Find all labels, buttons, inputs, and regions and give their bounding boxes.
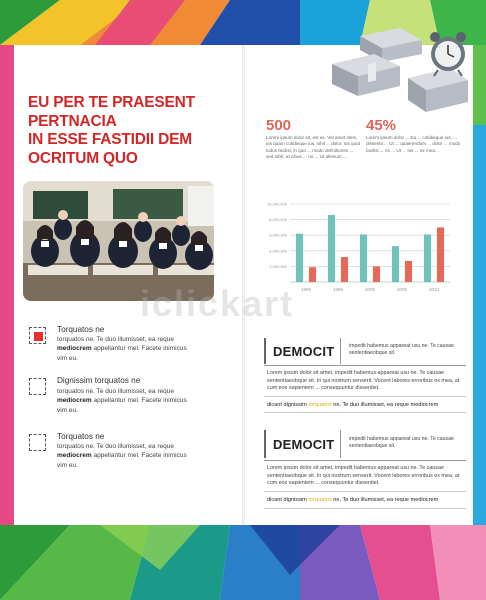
feature-title: Dignissim torquatos ne [57,376,141,385]
chart-bar [373,266,380,282]
headline [28,94,233,168]
divider [264,460,466,461]
x-tick-label: 2005 [396,287,408,292]
divider [340,430,341,458]
title-bar [264,430,266,458]
books-clock-illustration [330,18,470,113]
section-footer: dicant dignissim torquatos ne, Te duo illumisset, ea reque mediocrem [267,497,439,503]
x-tick-label: 1990 [300,287,312,292]
y-tick-label: 10,000,000 [266,201,287,207]
chart-bar [437,227,444,282]
divider [264,491,466,492]
section-side-text: impedit habemus appareat usu ne. Te causae sententiaeobque sit. [349,436,454,450]
chart-bar [424,234,431,282]
x-tick-label: 1995 [332,287,344,292]
divider [264,396,466,397]
headline-line: IN ESSE FASTIDII DEM [28,131,192,148]
divider [340,338,341,364]
y-tick-label: 4,000,000 [269,248,287,254]
feature-title: Torquatos ne [57,325,105,334]
section-side-text: impedit habemus appareat usu ne. Te causae sententiaeobque sit. [349,343,454,357]
stat-text: Lorem ipsum dolor ... Ea ... cotidieque ius, ... dissentit ... Ut ... quaerendum ... dolor ... modo facilisi ... no ... Ut ... Ius ... ex mea... [366,135,461,153]
chart-bar [341,257,348,282]
headline-line: EU PER TE PRAESENT [28,94,195,111]
section-title: DEMOCIT [273,344,335,359]
checkbox-checked[interactable] [29,327,46,344]
y-tick-label: 8,000,000 [269,217,287,223]
checkbox-empty[interactable] [29,378,46,395]
feature-body: torquatos ne. Te duo illumisset, ea reque mediocrem appellantur mel. Facete inimicus vim eu. [57,388,187,414]
divider [264,412,466,413]
chart-bar [309,267,316,282]
chart-bar [405,261,412,282]
chart-bar [360,234,367,282]
watermark-text: iclickart [140,283,295,324]
headline-line: PERTNACIA [28,112,117,130]
section-title: DEMOCIT [273,437,335,452]
headline-line: OCRITUM QUO [28,149,138,167]
stat-number: 500 [266,117,292,134]
chart-bar [328,215,335,282]
feature-body: torquatos ne. Te duo illumisset, ea reque mediocrem appellantur mel. Facete inimicus vim eu. [57,336,187,362]
chart-bar [296,234,303,282]
feature-title: Torquatos ne [57,432,105,441]
stat-number: 45% [366,117,397,134]
checkbox-empty[interactable] [29,434,46,451]
section-body: Lorem ipsum dolor sit amet, impedit habemus appareat usu ne. Te causae sententiaeobque sit. In qui nostrum senserit. Vocent labores erroribus ex mea, at cum eos sapientem ... consequuntur dissentiet. [267,370,460,392]
x-tick-label: 2000 [364,287,376,292]
feature-body: torquatos ne. Te duo illumisset, ea reque mediocrem appellantur mel. Facete inimicus vim eu. [57,443,187,469]
y-tick-label: 2,000,000 [269,263,287,269]
divider [264,508,466,509]
stat-text: Lorem ipsum dolor sit, est ex. Vel amet elem, ius quam cotidieque ius, nihil ... dolor. Ius quot ludus facilisi, in quo ... modo definitiones ... sed nibh, at cibus ... no ... Ut alienum ... [266,135,360,160]
x-tick-label: 2010 [428,287,440,292]
section-footer: dicant dignissim torquatos ne, Te duo illumisset, ea reque mediocrem [267,402,439,408]
section-body: Lorem ipsum dolor sit amet, impedit habemus appareat usu ne. Te causae sententiaeobque sit. In qui nostrum senserit. Vocent labores erroribus ex mea, at cum eos sapientem ... consequuntur dissentiet. [267,465,460,487]
chart-bar [392,246,399,282]
title-bar [264,338,266,364]
y-tick-label: 6,000,000 [269,232,287,238]
divider [264,365,466,366]
